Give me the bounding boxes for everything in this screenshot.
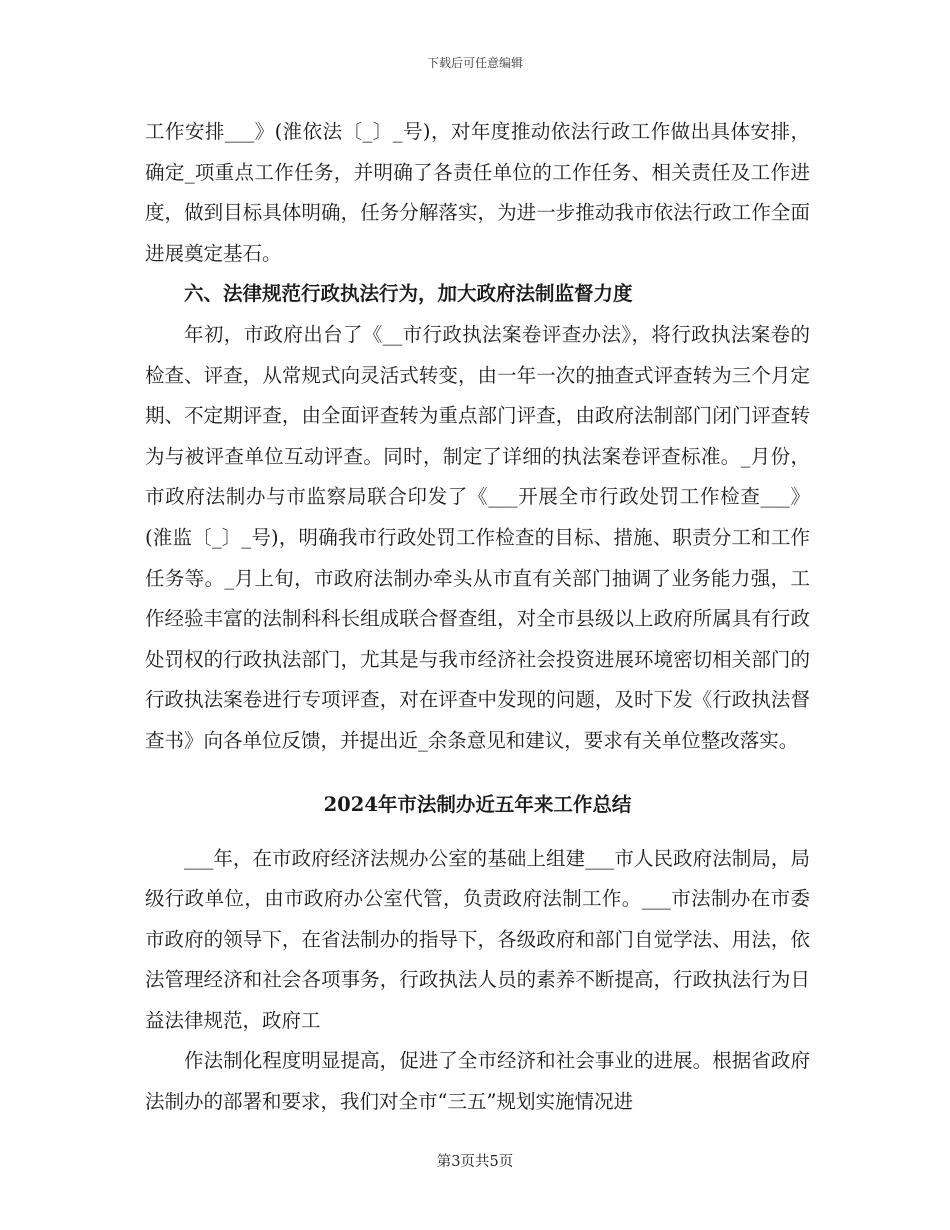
paragraph-section-six: 年初，市政府出台了《__市行政执法案卷评查办法》，将行政执法案卷的检查、评查，从常规式向灵活式转变，由一年一次的抽查式评查转为三个月定期、不定期评查，由全面评查转为重点部门评查，由政府法制部门闭门评查转为与被评查单位互动评查。同时，制定了详细的执法案卷评查标准。_月份，市政府法制办与市监察局联合印发了《___开展全市行政处罚工作检查___》(淮监〔_〕_号)，明确我市行政处罚工作检查的目标、措施、职责分工和工作任务等。_月上旬，市政府法制办牵头从市直有关部门抽调了业务能力强，工作经验丰富的法制科科长组成联合督查组，对全市县级以上政府所属具有行政处罚权的行政执法部门，尤其是与我市经济社会投资进展环境密切相关部门的行政执法案卷进行专项评查，对在评查中发现的问题，及时下发《行政执法督查书》向各单位反馈，并提出近_余条意见和建议，要求有关单位整改落实。 (145, 322, 810, 752)
document-body (145, 112, 810, 1123)
paragraph-summary-next: 作法制化程度明显提高，促进了全市经济和社会事业的进展。根据省政府法制办的部署和要求，我们对全市“三五”规划实施情况进 (145, 1049, 810, 1114)
document-title: 2024年市法制办近五年来工作总结 (323, 792, 632, 816)
page-header-note: 下载后可任意编辑 (426, 56, 523, 70)
page-number-footer: 第3页共5页 (436, 1154, 514, 1170)
paragraph-continued: 工作安排___》(淮依法〔_〕_号)，对年度推动依法行政工作做出具体安排，确定_项重点工作任务，并明确了各责任单位的工作任务、相关责任及工作进度，做到目标具体明确，任务分解落实，为进一步推动我市依法行政工作全面进展奠定基石。 (145, 120, 810, 265)
section-heading: 六、法律规范行政执法行为，加大政府法制监督力度 (184, 282, 633, 306)
paragraph-summary-intro: ___年，在市政府经济法规办公室的基础上组建___市人民政府法制局，局级行政单位，由市政府办公室代管，负责政府法制工作。___市法制办在市委市政府的领导下，在省法制办的指导下，各级政府和部门自觉学法、用法，依法管理经济和社会各项事务，行政执法人员的素养不断提高，行政执法行为日益法律规范，政府工 (145, 846, 810, 1032)
